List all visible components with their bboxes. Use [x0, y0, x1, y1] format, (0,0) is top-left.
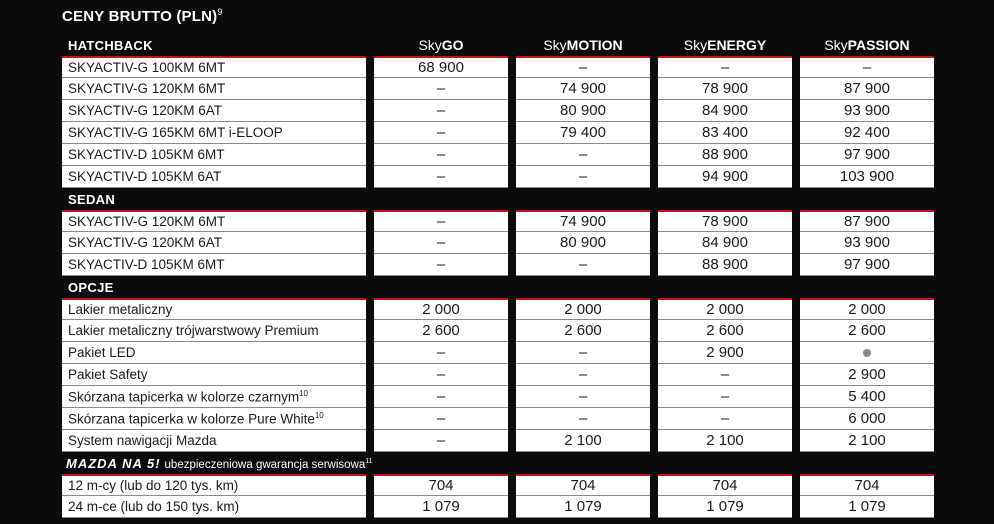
row-label-text: Skórzana tapicerka w kolorze Pure White [68, 411, 315, 427]
column-header-go [374, 34, 508, 56]
table-row [62, 364, 934, 386]
price-cell: 68 900 [374, 56, 508, 78]
column-gap [650, 144, 658, 166]
price-cell: 2 600 [374, 320, 508, 342]
table-row [62, 474, 934, 496]
price-cell: 1 079 [658, 496, 792, 518]
column-gap [508, 474, 516, 496]
column-gap [508, 430, 516, 452]
price-cell: 87 900 [800, 210, 934, 232]
price-cell: – [374, 364, 508, 386]
row-label-text: Skórzana tapicerka w kolorze czarnym [68, 389, 300, 405]
row-label [62, 166, 366, 188]
row-label-footnote: 10 [314, 410, 324, 420]
column-gap [366, 386, 374, 408]
column-prefix: Sky [418, 37, 442, 53]
price-cell: – [516, 342, 650, 364]
column-gap [792, 232, 800, 254]
column-gap [650, 232, 658, 254]
row-label-text: SKYACTIV-G 120KM 6MT [68, 214, 226, 229]
section-header-row [62, 452, 934, 474]
row-label [62, 56, 366, 78]
column-gap [792, 254, 800, 276]
price-cell: 2 900 [658, 342, 792, 364]
price-cell: 103 900 [800, 166, 934, 188]
column-gap [792, 386, 800, 408]
column-prefix: Sky [824, 37, 848, 53]
table-row [62, 210, 934, 232]
column-gap [508, 122, 516, 144]
price-cell: – [516, 408, 650, 430]
column-gap [366, 254, 374, 276]
column-gap [650, 122, 658, 144]
price-cell: 88 900 [658, 144, 792, 166]
price-cell: 2 000 [800, 298, 934, 320]
price-cell: 88 900 [658, 254, 792, 276]
column-gap [792, 408, 800, 430]
column-gap [366, 78, 374, 100]
row-label [62, 144, 366, 166]
row-label-text: 24 m-ce (lub do 150 tys. km) [68, 499, 240, 514]
price-cell: – [658, 386, 792, 408]
column-gap [508, 496, 516, 518]
column-gap [792, 496, 800, 518]
price-cell: 84 900 [658, 100, 792, 122]
table-row [62, 78, 934, 100]
column-gap [508, 56, 516, 78]
price-cell: 93 900 [800, 232, 934, 254]
column-gap [508, 408, 516, 430]
price-cell: 97 900 [800, 254, 934, 276]
column-gap [508, 78, 516, 100]
price-cell: 1 079 [516, 496, 650, 518]
price-cell: – [374, 386, 508, 408]
service-guarantee-heading [62, 452, 934, 474]
row-label [62, 342, 366, 364]
column-gap [650, 342, 658, 364]
price-cell: 704 [658, 474, 792, 496]
price-cell: 74 900 [516, 210, 650, 232]
column-gap [650, 386, 658, 408]
section-header-row [62, 276, 934, 298]
column-gap [366, 496, 374, 518]
column-gap [366, 144, 374, 166]
table-row [62, 496, 934, 518]
table-row [62, 122, 934, 144]
column-gap [792, 474, 800, 496]
price-cell: – [374, 408, 508, 430]
price-cell: 6 000 [800, 408, 934, 430]
price-cell: – [374, 122, 508, 144]
column-gap [508, 298, 516, 320]
column-gap [792, 34, 800, 56]
row-label-text: System nawigacji Mazda [68, 433, 217, 448]
price-cell: 704 [800, 474, 934, 496]
column-gap [650, 78, 658, 100]
column-prefix: Sky [683, 37, 708, 53]
price-cell: – [374, 342, 508, 364]
column-gap [508, 254, 516, 276]
page-title [62, 7, 223, 25]
row-label-text: SKYACTIV-G 120KM 6AT [68, 103, 223, 118]
table-row [62, 408, 934, 430]
row-label [62, 364, 366, 386]
table-row [62, 254, 934, 276]
price-cell: 92 400 [800, 122, 934, 144]
row-label [62, 232, 366, 254]
standard-equipment-dot-icon [863, 349, 871, 357]
price-cell: 93 900 [800, 100, 934, 122]
row-label [62, 210, 366, 232]
column-gap [650, 320, 658, 342]
price-cell: – [516, 166, 650, 188]
column-name: MOTION [566, 37, 623, 53]
price-cell: 2 000 [516, 298, 650, 320]
row-label-text: Pakiet Safety [68, 367, 148, 382]
price-cell: 2 600 [658, 320, 792, 342]
column-gap [650, 474, 658, 496]
column-gap [792, 56, 800, 78]
column-gap [650, 364, 658, 386]
title-text: CENY BRUTTO (PLN) [62, 8, 218, 25]
column-gap [366, 100, 374, 122]
row-label-text: SKYACTIV-G 165KM 6MT i-ELOOP [68, 125, 283, 140]
price-cell [800, 342, 934, 364]
row-label [62, 408, 366, 430]
table-row [62, 100, 934, 122]
column-gap [366, 408, 374, 430]
row-label [62, 254, 366, 276]
row-label-text: SKYACTIV-D 105KM 6AT [68, 169, 222, 184]
column-gap [792, 144, 800, 166]
title-footnote: 9 [217, 7, 223, 17]
row-label [62, 474, 366, 496]
price-cell: 84 900 [658, 232, 792, 254]
price-cell: – [800, 56, 934, 78]
price-cell: – [374, 210, 508, 232]
price-cell: 2 100 [800, 430, 934, 452]
row-label-text: SKYACTIV-D 105KM 6MT [68, 147, 225, 162]
price-cell: 94 900 [658, 166, 792, 188]
row-label [62, 298, 366, 320]
column-gap [650, 100, 658, 122]
price-cell: – [374, 100, 508, 122]
column-gap [792, 430, 800, 452]
table-row [62, 386, 934, 408]
table-row [62, 320, 934, 342]
column-gap [508, 100, 516, 122]
column-gap [792, 78, 800, 100]
price-cell: 2 600 [800, 320, 934, 342]
table-row [62, 232, 934, 254]
column-name: ENERGY [707, 37, 767, 53]
column-gap [792, 210, 800, 232]
column-gap [650, 166, 658, 188]
column-gap [792, 298, 800, 320]
row-label-text: Lakier metaliczny trójwarstwowy Premium [68, 323, 319, 338]
column-gap [650, 210, 658, 232]
row-label [62, 122, 366, 144]
price-cell: – [374, 166, 508, 188]
price-cell: – [516, 386, 650, 408]
mazda-na-5-logo: MAZDA NA 5! [66, 455, 161, 471]
price-cell: 2 600 [516, 320, 650, 342]
section-heading: SEDAN [68, 191, 116, 207]
column-name: GO [441, 37, 464, 53]
row-label [62, 100, 366, 122]
price-cell: – [516, 254, 650, 276]
price-cell: – [374, 78, 508, 100]
row-label-text: Pakiet LED [68, 345, 136, 360]
column-prefix: Sky [543, 37, 567, 53]
table-row [62, 144, 934, 166]
header-filler [366, 276, 934, 298]
section-heading: OPCJE [68, 279, 114, 295]
column-name: PASSION [847, 37, 910, 53]
column-gap [792, 364, 800, 386]
row-label-text: SKYACTIV-D 105KM 6MT [68, 257, 225, 272]
column-gap [366, 166, 374, 188]
price-cell: 2 100 [516, 430, 650, 452]
table-row [62, 342, 934, 364]
column-gap [366, 298, 374, 320]
column-gap [650, 408, 658, 430]
row-label-text: SKYACTIV-G 120KM 6MT [68, 81, 226, 96]
column-gap [650, 56, 658, 78]
row-label [62, 320, 366, 342]
table-row [62, 56, 934, 78]
row-label-text: Lakier metaliczny [68, 302, 173, 317]
row-label [62, 386, 366, 408]
column-gap [366, 122, 374, 144]
column-gap [792, 100, 800, 122]
row-label [62, 496, 366, 518]
price-cell: 2 100 [658, 430, 792, 452]
column-gap [366, 342, 374, 364]
price-cell: 79 400 [516, 122, 650, 144]
price-cell: 83 400 [658, 122, 792, 144]
column-gap [366, 210, 374, 232]
price-cell: 74 900 [516, 78, 650, 100]
price-cell: 78 900 [658, 210, 792, 232]
price-cell: – [516, 56, 650, 78]
column-gap [508, 342, 516, 364]
column-gap [650, 254, 658, 276]
service-guarantee-footnote: 11 [365, 457, 373, 465]
service-guarantee-text: ubezpieczeniowa gwarancja serwisowa [164, 458, 366, 471]
column-gap [366, 364, 374, 386]
column-gap [650, 298, 658, 320]
row-label [62, 430, 366, 452]
column-gap [792, 166, 800, 188]
price-cell: – [374, 144, 508, 166]
price-table [62, 34, 934, 518]
price-cell: – [658, 56, 792, 78]
price-cell: – [374, 254, 508, 276]
column-gap [366, 232, 374, 254]
column-gap [366, 430, 374, 452]
price-cell: – [374, 430, 508, 452]
column-gap [508, 386, 516, 408]
table-row [62, 430, 934, 452]
column-gap [508, 232, 516, 254]
row-label [62, 78, 366, 100]
price-cell: 97 900 [800, 144, 934, 166]
row-label-text: 12 m-cy (lub do 120 tys. km) [68, 478, 239, 493]
column-gap [508, 320, 516, 342]
section-heading: HATCHBACK [68, 37, 153, 53]
column-header-energy [658, 34, 792, 56]
column-header-motion [516, 34, 650, 56]
price-cell: – [658, 364, 792, 386]
price-cell: 80 900 [516, 232, 650, 254]
column-gap [366, 34, 374, 56]
row-label-text: SKYACTIV-G 100KM 6MT [68, 60, 226, 75]
price-cell: 704 [516, 474, 650, 496]
price-cell: 1 079 [374, 496, 508, 518]
price-cell: 704 [374, 474, 508, 496]
column-gap [650, 34, 658, 56]
section-header-row [62, 34, 934, 56]
price-cell: 78 900 [658, 78, 792, 100]
header-filler [366, 188, 934, 210]
column-gap [792, 122, 800, 144]
column-gap [508, 210, 516, 232]
column-gap [366, 474, 374, 496]
price-cell: – [516, 364, 650, 386]
column-header-passion [800, 34, 934, 56]
column-gap [792, 320, 800, 342]
price-cell: 1 079 [800, 496, 934, 518]
table-row [62, 166, 934, 188]
price-cell: 80 900 [516, 100, 650, 122]
row-label-footnote: 10 [299, 388, 308, 398]
table-row [62, 298, 934, 320]
column-gap [508, 364, 516, 386]
price-cell: – [374, 232, 508, 254]
price-cell: – [516, 144, 650, 166]
price-cell: 5 400 [800, 386, 934, 408]
price-cell: 2 000 [658, 298, 792, 320]
column-gap [650, 430, 658, 452]
column-gap [650, 496, 658, 518]
column-gap [508, 166, 516, 188]
section-header-row [62, 188, 934, 210]
column-gap [366, 320, 374, 342]
column-gap [366, 56, 374, 78]
price-cell: 87 900 [800, 78, 934, 100]
row-label-text: SKYACTIV-G 120KM 6AT [68, 235, 223, 250]
price-cell: – [658, 408, 792, 430]
column-gap [792, 342, 800, 364]
price-cell: 2 900 [800, 364, 934, 386]
price-cell: 2 000 [374, 298, 508, 320]
column-gap [508, 34, 516, 56]
column-gap [508, 144, 516, 166]
